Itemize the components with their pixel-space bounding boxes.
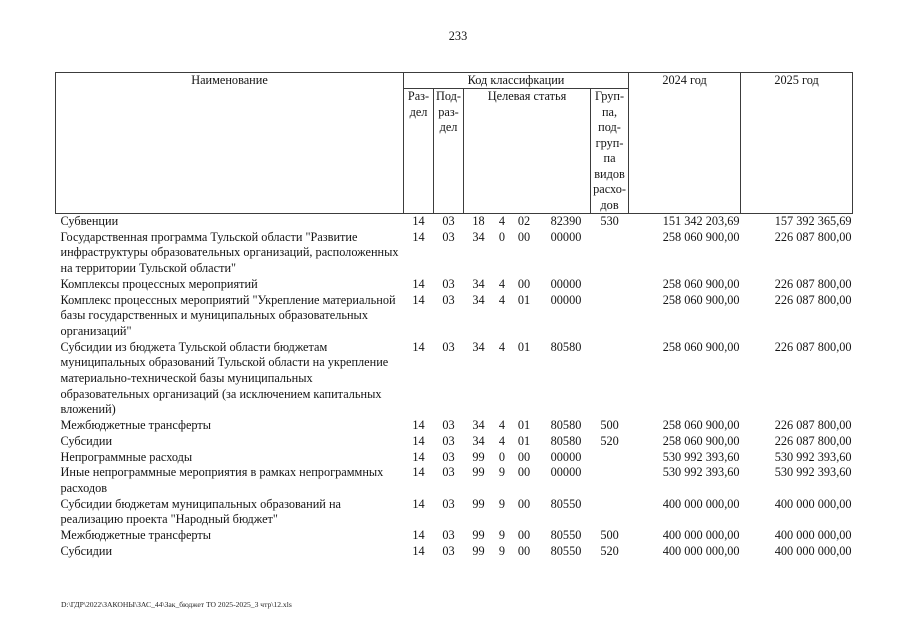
program-code: 99: [472, 528, 485, 543]
subsection-code: 03: [442, 229, 455, 244]
subsection-code: 03: [442, 339, 455, 354]
subprogram-code: 0: [498, 229, 506, 244]
subsection-code: 03: [442, 292, 455, 307]
table-row: [56, 277, 853, 293]
amount-2024: 400 000 000,00: [662, 528, 740, 543]
header-row: [56, 73, 853, 89]
direction-code: 00000: [550, 465, 582, 480]
program-code: 99: [472, 496, 485, 511]
amount-2024: 258 060 900,00: [662, 433, 740, 448]
element-code: 00: [517, 449, 531, 464]
amount-2025: 226 087 800,00: [774, 229, 852, 244]
expense-group-code: 530: [600, 214, 619, 228]
element-code: 01: [517, 433, 531, 448]
amount-2025: 226 087 800,00: [774, 292, 852, 307]
amount-2025: 400 000 000,00: [774, 543, 852, 558]
subsection-code: 03: [442, 496, 455, 511]
element-code: 00: [517, 528, 531, 543]
subprogram-code: 0: [498, 449, 506, 464]
section-code: 14: [412, 465, 425, 480]
program-code: 34: [472, 339, 485, 354]
subsection-code: 03: [442, 543, 455, 558]
subprogram-code: 9: [498, 543, 506, 558]
row-name: Непрограммные расходы: [60, 449, 193, 464]
element-code: 00: [517, 229, 531, 244]
expense-group-code: 500: [600, 418, 619, 433]
program-code: 99: [472, 449, 485, 464]
table-header: [56, 73, 853, 214]
element-code: 00: [517, 276, 531, 291]
direction-code: 80580: [550, 433, 582, 448]
subsection-code: 03: [442, 214, 455, 228]
expense-group-code: 520: [600, 433, 619, 448]
amount-2024: 530 992 393,60: [662, 465, 740, 480]
header-year-2024: 2024 год: [629, 73, 741, 214]
subprogram-code: 9: [498, 528, 506, 543]
section-code: 14: [412, 449, 425, 464]
section-code: 14: [412, 433, 425, 448]
direction-code: 82390: [550, 214, 582, 228]
subprogram-code: 4: [498, 214, 506, 228]
subprogram-code: 9: [498, 465, 506, 480]
expense-group-code: [591, 450, 629, 466]
element-code: 01: [517, 418, 531, 433]
amount-2025: 400 000 000,00: [774, 528, 852, 543]
amount-2024: 258 060 900,00: [662, 229, 740, 244]
row-name: Субсидии: [60, 433, 113, 448]
expense-group-code: [591, 293, 629, 340]
header-classification-code: Код классифкации: [404, 73, 629, 89]
amount-2024: 151 342 203,69: [662, 214, 740, 228]
section-code: 14: [412, 339, 425, 354]
element-code: 00: [517, 465, 531, 480]
row-name: Субсидии из бюджета Тульской области бюджетам муниципальных образований Тульской области на укрепление материально-технической базы муниципальных образовательных организаций (за исключением капитальных вложений): [60, 339, 389, 417]
subprogram-code: 4: [498, 292, 506, 307]
subprogram-code: 4: [498, 418, 506, 433]
section-code: 14: [412, 543, 425, 558]
program-code: 34: [472, 418, 485, 433]
section-code: 14: [412, 276, 425, 291]
table-row: [56, 214, 853, 230]
direction-code: 00000: [550, 292, 582, 307]
element-code: 00: [517, 496, 531, 511]
program-code: 34: [472, 276, 485, 291]
amount-2025: 530 992 393,60: [774, 465, 852, 480]
amount-2025: 400 000 000,00: [774, 496, 852, 511]
table-row: [56, 465, 853, 496]
subsection-code: 03: [442, 433, 455, 448]
table-row: [56, 497, 853, 528]
program-code: 34: [472, 292, 485, 307]
expense-group-code: [591, 340, 629, 419]
subprogram-code: 9: [498, 496, 506, 511]
direction-code: 80550: [550, 543, 582, 558]
subsection-code: 03: [442, 418, 455, 433]
row-name: Иные непрограммные мероприятия в рамках непрограммных расходов: [60, 465, 384, 495]
element-code: 00: [517, 543, 531, 558]
expense-group-code: 520: [600, 543, 619, 558]
subprogram-code: 4: [498, 433, 506, 448]
direction-code: 00000: [550, 449, 582, 464]
amount-2025: 226 087 800,00: [774, 433, 852, 448]
program-code: 99: [472, 465, 485, 480]
element-code: 01: [517, 292, 531, 307]
row-name: Межбюджетные трансферты: [60, 528, 212, 543]
header-target-article: Целевая статья: [464, 89, 591, 214]
table-row: [56, 434, 853, 450]
program-code: 99: [472, 543, 485, 558]
expense-group-code: 500: [600, 528, 619, 543]
row-name: Субвенции: [60, 214, 119, 228]
expense-group-code: [591, 497, 629, 528]
header-name: Наименование: [56, 73, 404, 214]
amount-2024: 258 060 900,00: [662, 339, 740, 354]
table-row: [56, 528, 853, 544]
expense-group-code: [591, 465, 629, 496]
subsection-code: 03: [442, 465, 455, 480]
subsection-code: 03: [442, 449, 455, 464]
direction-code: 80580: [550, 339, 582, 354]
section-code: 14: [412, 418, 425, 433]
amount-2024: 258 060 900,00: [662, 276, 740, 291]
subprogram-code: 4: [498, 276, 506, 291]
amount-2024: 400 000 000,00: [662, 496, 740, 511]
table-row: [56, 340, 853, 419]
amount-2024: 530 992 393,60: [662, 449, 740, 464]
amount-2025: 226 087 800,00: [774, 418, 852, 433]
section-code: 14: [412, 229, 425, 244]
file-path-footer: D:\ГДР\2022\ЗАКОНЫ\ЗАС_44\Зак_бюджет ТО 2025-2025_3 чтр\12.xls: [61, 600, 292, 609]
element-code: 01: [517, 339, 531, 354]
row-name: Комплекс процессных мероприятий "Укрепление материальной базы государственных и муниципальных образовательных организаций": [60, 292, 396, 338]
program-code: 18: [472, 214, 485, 228]
header-section: Раз- дел: [404, 89, 434, 214]
direction-code: 80550: [550, 496, 582, 511]
section-code: 14: [412, 214, 425, 228]
subsection-code: 03: [442, 276, 455, 291]
amount-2024: 258 060 900,00: [662, 292, 740, 307]
row-name: Комплексы процессных мероприятий: [60, 276, 258, 291]
subprogram-code: 4: [498, 339, 506, 354]
table-row: [56, 450, 853, 466]
section-code: 14: [412, 528, 425, 543]
program-code: 34: [472, 229, 485, 244]
row-name: Субсидии бюджетам муниципальных образований на реализацию проекта "Народный бюджет": [60, 496, 341, 527]
table-row: [56, 230, 853, 277]
budget-table: [55, 72, 853, 559]
program-code: 34: [472, 433, 485, 448]
table-row: [56, 293, 853, 340]
section-code: 14: [412, 292, 425, 307]
amount-2024: 400 000 000,00: [662, 543, 740, 558]
direction-code: 00000: [550, 276, 582, 291]
row-name: Субсидии: [60, 543, 113, 558]
section-code: 14: [412, 496, 425, 511]
expense-group-code: [591, 277, 629, 293]
row-name: Государственная программа Тульской области "Развитие инфраструктуры образовательных организаций, расположенных на территории Тульской области": [60, 229, 399, 276]
table-row: [56, 418, 853, 434]
element-code: 02: [517, 214, 531, 228]
subsection-code: 03: [442, 528, 455, 543]
page-number: 233: [448, 29, 468, 43]
expense-group-code: [591, 230, 629, 277]
table-body: [56, 214, 853, 560]
direction-code: 00000: [550, 229, 582, 244]
row-name: Межбюджетные трансферты: [60, 418, 212, 433]
direction-code: 80580: [550, 418, 582, 433]
table-row: [56, 544, 853, 560]
amount-2025: 226 087 800,00: [774, 339, 852, 354]
amount-2025: 226 087 800,00: [774, 276, 852, 291]
direction-code: 80550: [550, 528, 582, 543]
amount-2025: 157 392 365,69: [774, 214, 852, 228]
header-subsection: Под- раз- дел: [434, 89, 464, 214]
amount-2024: 258 060 900,00: [662, 418, 740, 433]
amount-2025: 530 992 393,60: [774, 449, 852, 464]
header-expense-group: Груп- па, под- груп- па видов расхо- дов: [591, 89, 629, 214]
header-year-2025: 2025 год: [741, 73, 853, 214]
